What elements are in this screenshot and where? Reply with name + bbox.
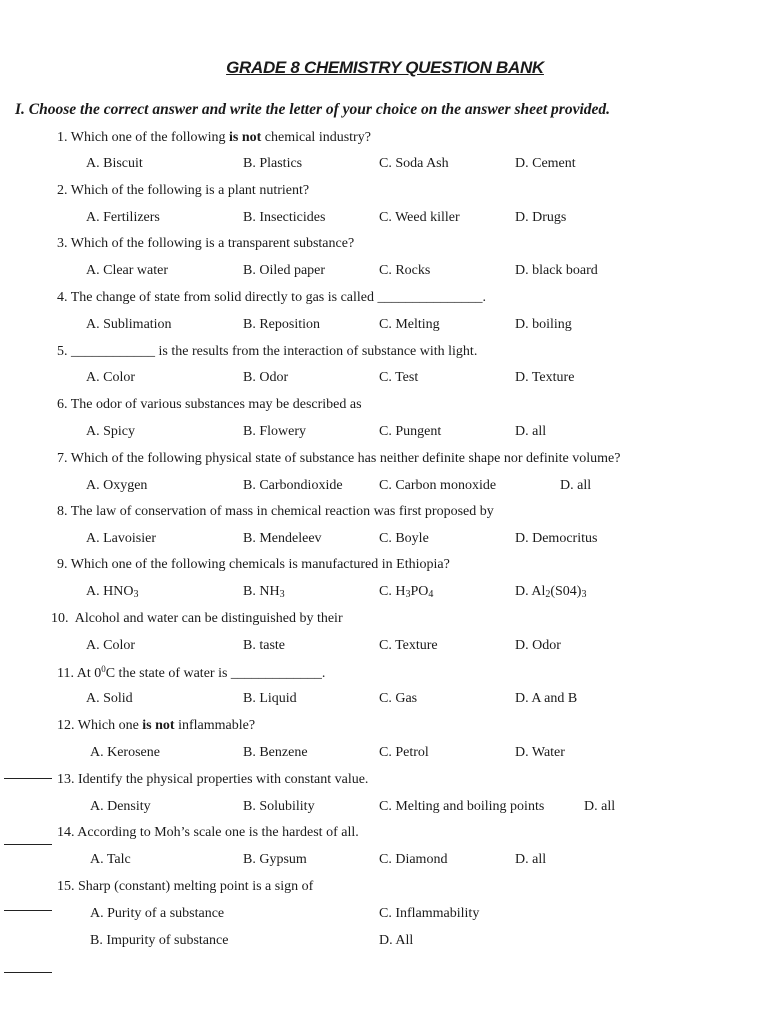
option-d: D. Democritus (515, 531, 598, 546)
answer-blank (4, 910, 52, 911)
option-b: B. Flowery (243, 424, 306, 439)
option-d: D. Drugs (515, 210, 567, 225)
question-number: 3. (57, 236, 68, 251)
option-a: A. Purity of a substance (90, 906, 225, 921)
page-title: GRADE 8 CHEMISTRY QUESTION BANK (226, 58, 544, 77)
question-text: Identify the physical properties with constant value. (78, 772, 369, 787)
option-b: B. $NH_3$ (243, 584, 285, 600)
question-number: 15. (57, 879, 75, 894)
option-c: C. Carbon monoxide (379, 478, 497, 493)
question-1 (57, 130, 371, 146)
option-c: C. Texture (379, 638, 438, 653)
option-a: A. Biscuit (86, 156, 143, 171)
question-2 (57, 183, 309, 199)
option-d: D. Water (515, 745, 565, 760)
question-text: ____________ is the results from the interaction of substance with light. (71, 344, 478, 359)
question-number: 7. (57, 451, 68, 466)
question-12 (57, 718, 255, 734)
question-number: 9. (57, 557, 68, 572)
question-10 (51, 611, 343, 627)
question-text: The change of state from solid directly to gas is called _______________. (70, 290, 486, 305)
option-d: D. all (515, 424, 547, 439)
option-c: C. Melting (379, 317, 440, 332)
option-a: A. Color (86, 638, 135, 653)
option-d: D. Odor (515, 638, 561, 653)
option-c: C. $H_3PO_4$ (379, 584, 434, 600)
option-a: A. Spicy (86, 424, 135, 439)
question-text: The odor of various substances may be described as (70, 397, 362, 412)
option-c: C. Melting and boiling points (379, 799, 545, 814)
option-c: C. Weed killer (379, 210, 460, 225)
question-text: Which of the following is a plant nutrient? (70, 183, 310, 198)
option-c: C. Diamond (379, 852, 448, 867)
option-c: C. Petrol (379, 745, 429, 760)
option-d: D. all (515, 852, 547, 867)
option-a: A. Solid (86, 691, 133, 706)
answer-blank (4, 778, 52, 779)
option-c: C. Gas (379, 691, 418, 706)
option-d: D. Cement (515, 156, 576, 171)
option-d: D. A and B (515, 691, 578, 706)
option-b: B. taste (243, 638, 285, 653)
question-text: Sharp (constant) melting point is a sign of (78, 879, 314, 894)
question-6 (57, 397, 362, 413)
option-b: B. Gypsum (243, 852, 307, 867)
question-text: Which of the following is a transparent substance? (70, 236, 355, 251)
option-c: C. Rocks (379, 263, 431, 278)
question-11 (57, 664, 325, 682)
option-d: D. all (584, 799, 616, 814)
question-text: Which of the following physical state of substance has neither definite shape nor definite volume? (70, 451, 621, 466)
question-number: 8. (57, 504, 68, 519)
question-text: At $0^0C$ the state of water is _____________. (76, 664, 326, 681)
option-d: D. all (560, 478, 592, 493)
option-a: A. $HNO_3$ (86, 584, 139, 600)
question-15 (57, 879, 313, 895)
question-number: 11. (57, 666, 74, 681)
question-9 (57, 557, 450, 573)
answer-blank (4, 844, 52, 845)
option-c: C. Boyle (379, 531, 429, 546)
option-a: A. Clear water (86, 263, 169, 278)
question-13 (57, 772, 368, 788)
option-b: B. Odor (243, 370, 289, 385)
question-number: 13. (57, 772, 75, 787)
question-number: 1. (57, 130, 68, 145)
option-b: B. Plastics (243, 156, 303, 171)
option-c: C. Inflammability (379, 906, 480, 921)
option-a: A. Color (86, 370, 135, 385)
option-a: A. Sublimation (86, 317, 172, 332)
question-number: 10. (51, 611, 69, 626)
option-b: B. Solubility (243, 799, 315, 814)
question-3 (57, 236, 354, 252)
option-b: B. Reposition (243, 317, 321, 332)
option-b: B. Benzene (243, 745, 308, 760)
option-b: B. Oiled paper (243, 263, 326, 278)
question-text: Which one is not inflammable? (77, 718, 256, 733)
option-a: A. Kerosene (90, 745, 160, 760)
option-a: A. Fertilizers (86, 210, 160, 225)
option-a: A. Lavoisier (86, 531, 156, 546)
option-b: B. Impurity of substance (90, 933, 229, 948)
option-a: A. Density (90, 799, 151, 814)
question-text: The law of conservation of mass in chemical reaction was first proposed by (70, 504, 494, 519)
question-text: Alcohol and water can be distinguished by their (74, 611, 343, 626)
question-text: Which one of the following chemicals is manufactured in Ethiopia? (70, 557, 450, 572)
question-text: According to Moh’s scale one is the hardest of all. (77, 825, 359, 840)
option-b: B. Carbondioxide (243, 478, 343, 493)
question-number: 5. (57, 344, 68, 359)
section-instruction: I. Choose the correct answer and write the letter of your choice on the answer sheet provided. (15, 101, 611, 118)
option-d: D. Texture (515, 370, 575, 385)
question-4 (57, 290, 486, 306)
question-number: 14. (57, 825, 75, 840)
option-d: D. $Al_2(S04)_3$ (515, 584, 587, 600)
option-d: D. All (379, 933, 414, 948)
question-7 (57, 451, 620, 467)
option-b: B. Liquid (243, 691, 297, 706)
question-number: 2. (57, 183, 68, 198)
question-5 (57, 344, 477, 360)
question-text: Which one of the following is not chemical industry? (70, 130, 371, 145)
question-14 (57, 825, 359, 841)
option-d: D. boiling (515, 317, 572, 332)
option-b: B. Insecticides (243, 210, 326, 225)
option-d: D. black board (515, 263, 598, 278)
question-number: 6. (57, 397, 68, 412)
option-b: B. Mendeleev (243, 531, 322, 546)
question-number: 4. (57, 290, 68, 305)
option-c: C. Soda Ash (379, 156, 449, 171)
option-c: C. Pungent (379, 424, 442, 439)
option-c: C. Test (379, 370, 419, 385)
answer-blank (4, 972, 52, 973)
option-a: A. Talc (90, 852, 131, 867)
question-number: 12. (57, 718, 75, 733)
question-8 (57, 504, 494, 520)
option-a: A. Oxygen (86, 478, 148, 493)
